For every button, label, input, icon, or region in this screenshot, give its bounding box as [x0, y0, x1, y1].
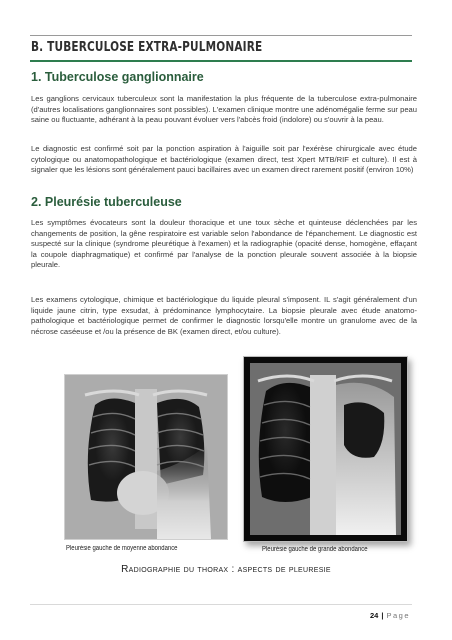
section-title: B. TUBERCULOSE EXTRA-PULMONAIRE	[31, 39, 263, 55]
title-bottom-rule	[30, 60, 412, 62]
subsection-title-pleuresie: 2. Pleurésie tuberculeuse	[31, 195, 182, 209]
paragraph-pleuresie-2: Les examens cytologique, chimique et bactériologique du liquide pleural s'imposent. IL s'agit généralement d'un liquide jaune citrin, type exsudat, à prédominance lymphocytaire. La biopsie pleurale avec étude anatomo-pathologique et bactériologique permet de confirmer le diagnostic lorsqu'elle montre un granulome avec de la nécrose caséeuse et /ou la présence de BK (examen direct, et/ou culture).	[31, 295, 417, 336]
paragraph-pleuresie-1: Les symptômes évocateurs sont la douleur thoracique et une toux sèche et quinteuse déclenchées par les changements de position, la gêne respiratoire est variable selon l'abondance de l'épanchement. Le diagnostic est suspecté sur la clinique (syndrome pleurétique à l'examen) et la radiographie (opacité dense, homogène, effaçant la coupole diaphragmatique) et confirmé par l'analyse de la ponction pleurale souvent associée à la biopsie pleurale.	[31, 218, 417, 270]
page-label: Page	[386, 611, 410, 620]
caption-moderate-effusion: Pleurésie gauche de moyenne abondance	[66, 545, 178, 552]
footer-separator: |	[381, 611, 384, 620]
footer-rule	[30, 604, 412, 605]
figure-title: Radiographie du thorax : aspects de pleuresie	[121, 564, 331, 575]
paragraph-ganglionnaire-2: Le diagnostic est confirmé soit par la ponction aspiration à l'aiguille soit par l'exérèse chirurgicale avec étude cytologique ou anatomopathologique et bactériologique (examen direct, test Xpert MTB/RIF et culture). Il est à signaler que les lésions sont généralement pauci bacillaires avec un examen direct rarement positif (environ 10%)	[31, 144, 417, 175]
xray-image-large-effusion	[243, 356, 408, 542]
xray-image-moderate-effusion	[64, 374, 228, 540]
page-footer	[370, 611, 410, 620]
subsection-title-ganglionnaire: 1. Tuberculose ganglionnaire	[31, 70, 204, 84]
xray-frame-large-effusion	[243, 356, 408, 542]
page-number: 24	[370, 611, 379, 620]
paragraph-ganglionnaire-1: Les ganglions cervicaux tuberculeux sont la manifestation la plus fréquente de la tuberculose extra-pulmonaire (d'autres localisations ganglionnaires sont possibles). L'examen clinique montre une adénomégalie ferme sur peau saine ou fluctuante, adhérant à la peau pouvant évoluer vers l'abcès froid (indolore) ou s'ouvrir à la peau.	[31, 94, 417, 125]
title-top-rule	[30, 35, 412, 36]
caption-large-effusion: Pleurésie gauche de grande abondance	[262, 546, 368, 553]
